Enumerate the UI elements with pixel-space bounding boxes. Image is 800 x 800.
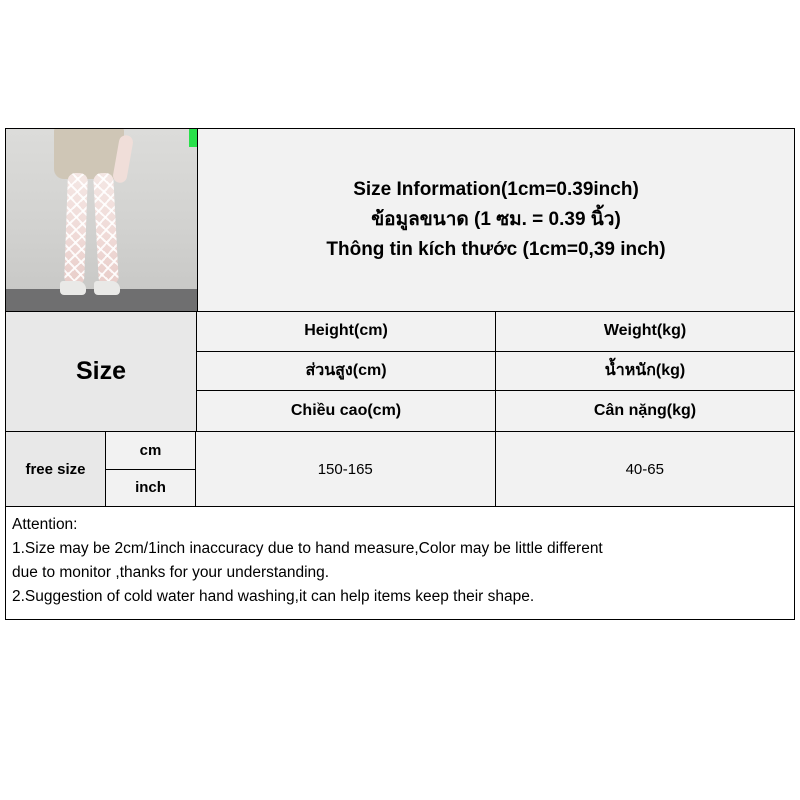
attention-block	[6, 507, 794, 619]
unit-inch: inch	[106, 470, 195, 507]
unit-column	[106, 432, 196, 506]
attention-line-3: 2.Suggestion of cold water hand washing,it can help items keep their shape.	[12, 588, 535, 605]
photo-shoe-right	[94, 281, 120, 295]
col-height-en: Height(cm)	[197, 312, 496, 351]
size-label-cell: Size	[6, 312, 197, 431]
col-height-vi: Chiều cao(cm)	[197, 391, 496, 431]
table-row	[6, 432, 794, 507]
attention-line-1: 1.Size may be 2cm/1inch inaccuracy due to hand measure,Color may be little different	[12, 540, 603, 557]
attention-heading: Attention:	[12, 516, 78, 533]
model-photo	[6, 129, 198, 311]
photo-leg-left	[64, 173, 88, 286]
title-english: Size Information(1cm=0.39inch)	[353, 179, 639, 200]
title-thai: ข้อมูลขนาด (1 ซม. = 0.39 นิ้ว)	[371, 209, 621, 230]
size-chart	[5, 128, 795, 620]
col-height-th: ส่วนสูง(cm)	[197, 352, 496, 391]
col-weight-vi: Cân nặng(kg)	[496, 391, 794, 431]
photo-shoe-left	[60, 281, 86, 295]
row-size-label: free size	[6, 432, 106, 506]
attention-line-2: due to monitor ,thanks for your understanding.	[12, 564, 330, 581]
chart-header-row	[6, 312, 794, 432]
title-block	[198, 129, 794, 311]
col-weight-en: Weight(kg)	[496, 312, 794, 351]
column-header-line-vi	[197, 391, 794, 431]
value-height: 150-165	[196, 432, 496, 506]
value-weight: 40-65	[496, 432, 795, 506]
tights-pattern-icon	[64, 173, 88, 286]
column-header-line-th	[197, 352, 794, 392]
unit-cm: cm	[106, 432, 195, 470]
title-vietnamese: Thông tin kích thước (1cm=0,39 inch)	[326, 239, 666, 260]
photo-green-marker	[189, 129, 197, 147]
column-header-line-en	[197, 312, 794, 352]
chart-top-row	[6, 129, 794, 312]
column-header-stack	[197, 312, 794, 431]
col-weight-th: น้ำหนัก(kg)	[496, 352, 794, 391]
